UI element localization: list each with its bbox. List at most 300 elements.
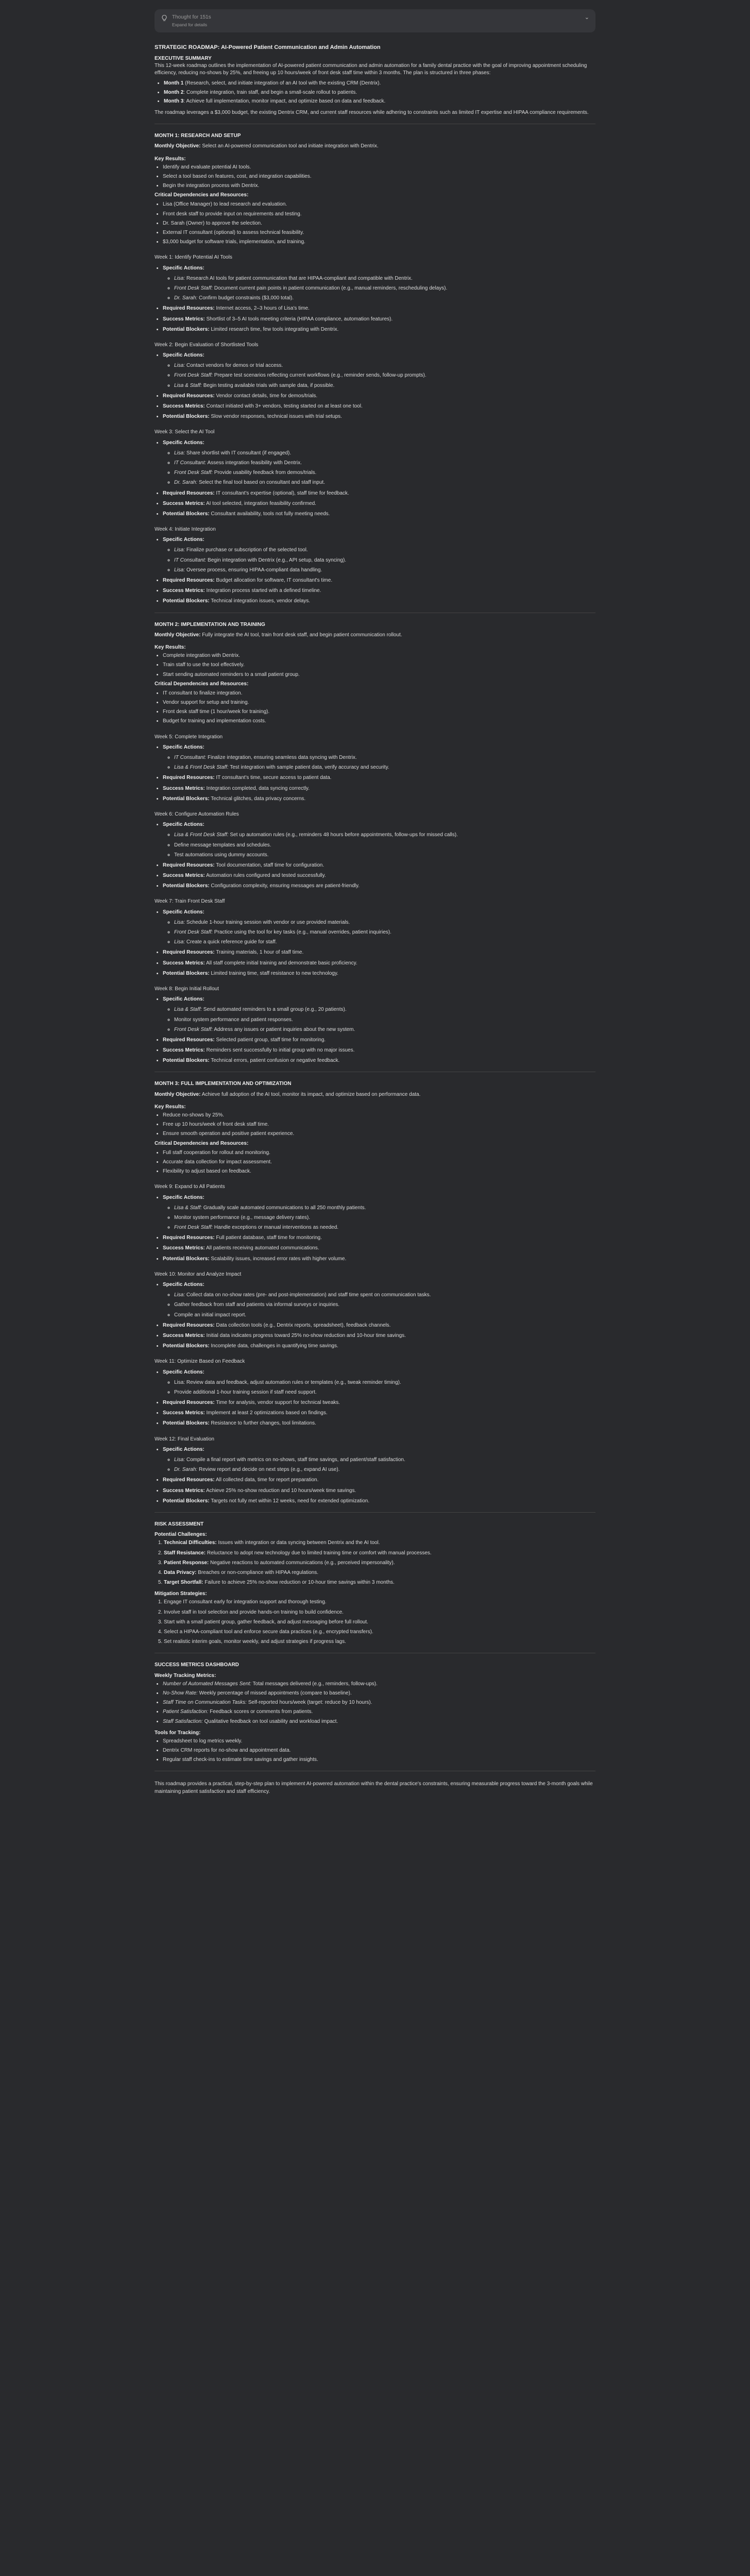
- week-details: [155, 1281, 595, 1350]
- month-objective: Monthly Objective: Select an AI-powered communication tool and initiate integration with Dentrix.: [155, 143, 379, 149]
- week-details: [155, 352, 595, 420]
- thought-title: Thought for 151s: [172, 14, 211, 20]
- specific-actions: [163, 744, 595, 772]
- challenges-label: Potential Challenges:: [155, 1532, 207, 1538]
- overview-list: [155, 80, 595, 105]
- weekly-metric: • No-Show Rate: Weekly percentage of missed appointments (compare to baseline).: [163, 1690, 595, 1697]
- required-resources-label: Required Resources:: [163, 1322, 215, 1328]
- success-metrics: • Success Metrics: All staff complete initial training and demonstrate basic proficiency.: [163, 960, 595, 967]
- weekly-label: Weekly Tracking Metrics:: [155, 1672, 216, 1679]
- action-item: ◦ Front Desk Staff: Document current pain points in patient communication (e.g., manual reminders, rescheduling delays).: [174, 285, 595, 292]
- action-item: ◦ Lisa & Staff: Begin testing available trials with sample data, if possible.: [174, 382, 595, 389]
- action-item: ◦ Lisa: Finalize purchase or subscription of the selected tool.: [174, 547, 595, 554]
- exec-closing: The roadmap leverages a $3,000 budget, the existing Dentrix CRM, and current staff resources while adhering to constraints such as limited IT expertise and HIPAA compliance requirements.: [155, 109, 589, 115]
- actions-list: [163, 919, 595, 946]
- success-metrics-label: Success Metrics:: [163, 1487, 205, 1494]
- thought-subtitle: Expand for details: [172, 22, 208, 28]
- potential-blockers: • Potential Blockers: Technical errors, patient confusion or negative feedback.: [163, 1057, 595, 1064]
- overview-item-label: Month 2: [164, 89, 184, 95]
- week-section: [155, 1271, 595, 1350]
- week-title: Week 2: Begin Evaluation of Shortlisted Tools: [155, 342, 259, 348]
- objective-label: Monthly Objective:: [155, 632, 201, 638]
- months-container: [155, 124, 595, 1505]
- week-section: [155, 898, 595, 977]
- key-result: • Identify and evaluate potential AI tools.: [163, 164, 595, 171]
- action-item: ◦ Front Desk Staff: Address any issues or patient inquiries about the new system.: [174, 1026, 595, 1033]
- deps-label: [155, 1140, 595, 1147]
- mitigation-item: 1. Engage IT consultant early for integration support and thorough testing.: [164, 1599, 595, 1606]
- overview-item-label: Month 3: [164, 98, 184, 104]
- specific-actions-label: Specific Actions:: [163, 744, 204, 750]
- risk-heading: RISK ASSESSMENT: [155, 1521, 204, 1527]
- week-title: Week 3: Select the AI Tool: [155, 429, 215, 435]
- dependency: • Front desk staff to provide input on requirements and testing.: [163, 211, 595, 218]
- action-item: ◦ Front Desk Staff: Prepare test scenarios reflecting current workflows (e.g., reminder sends, follow-up prompts).: [174, 372, 595, 379]
- week-details: [155, 821, 595, 890]
- success-metrics-label: Success Metrics:: [163, 1047, 205, 1054]
- potential-blockers: • Potential Blockers: Scalability issues, increased error rates with higher volume.: [163, 1256, 595, 1263]
- mitigation-item: 3. Start with a small patient group, gather feedback, and adjust messaging before full rollout.: [164, 1619, 595, 1626]
- potential-blockers: • Potential Blockers: Limited training time, staff resistance to new technology.: [163, 970, 595, 977]
- week-section: [155, 254, 595, 333]
- challenge-item-label: Data Privacy:: [164, 1569, 197, 1575]
- potential-blockers-label: Potential Blockers:: [163, 1343, 210, 1349]
- actions-list: [163, 832, 595, 859]
- specific-actions: [163, 352, 595, 389]
- required-resources: • Required Resources: Full patient database, staff time for monitoring.: [163, 1234, 595, 1242]
- dependency: • External IT consultant (optional) to assess technical feasibility.: [163, 229, 595, 236]
- action-item: ◦ Monitor system performance (e.g., message delivery rates).: [174, 1214, 595, 1222]
- action-owner: Lisa:: [174, 919, 185, 925]
- key-result: • Reduce no-shows by 25%.: [163, 1112, 595, 1119]
- required-resources: • Required Resources: Time for analysis, vendor support for technical tweaks.: [163, 1399, 595, 1406]
- success-metrics-label: Success Metrics:: [163, 316, 205, 322]
- required-resources-label: Required Resources:: [163, 1477, 215, 1483]
- challenge-item-label: Technical Difficulties:: [164, 1540, 217, 1546]
- success-metrics-label: Success Metrics:: [163, 403, 205, 410]
- success-metrics: • Success Metrics: Integration process started with a defined timeline.: [163, 587, 595, 595]
- key-result: • Train staff to use the tool effectively.: [163, 662, 595, 669]
- action-owner: Dr. Sarah:: [174, 1467, 198, 1473]
- challenge-item-label: Target Shortfall:: [164, 1580, 203, 1586]
- dependency: • Accurate data collection for impact assessment.: [163, 1159, 595, 1166]
- month-heading: MONTH 2: IMPLEMENTATION AND TRAINING: [155, 621, 265, 628]
- actions-list: [163, 547, 595, 574]
- potential-blockers: • Potential Blockers: Incomplete data, challenges in quantifying time savings.: [163, 1343, 595, 1350]
- week-details: [155, 1369, 595, 1428]
- overview-item: • Month 2: Complete integration, train staff, and begin a small-scale rollout to patients.: [164, 89, 595, 96]
- tools-list: [155, 1738, 595, 1764]
- week-details: [155, 1194, 595, 1263]
- potential-blockers-label: Potential Blockers:: [163, 1498, 210, 1504]
- potential-blockers-label: Potential Blockers:: [163, 795, 210, 802]
- actions-list: [163, 1205, 595, 1232]
- deps-label: [155, 192, 595, 199]
- action-owner: IT Consultant:: [174, 557, 207, 563]
- tool-item: • Spreadsheet to log metrics weekly.: [163, 1738, 595, 1745]
- action-owner: Lisa:: [174, 275, 185, 281]
- required-resources-label: Required Resources:: [163, 393, 215, 399]
- week-section: [155, 734, 595, 803]
- action-item: ◦ Lisa & Staff: Send automated reminders to a small group (e.g., 20 patients).: [174, 1006, 595, 1013]
- action-item: ◦ Lisa: Share shortlist with IT consultant (if engaged).: [174, 450, 595, 457]
- week-details: [155, 996, 595, 1064]
- potential-blockers-label: Potential Blockers:: [163, 883, 210, 889]
- success-metrics-label: Success Metrics:: [163, 785, 205, 791]
- week-title: Week 7: Train Front Desk Staff: [155, 899, 225, 905]
- weekly-metric-label: Staff Time on Communication Tasks:: [163, 1700, 247, 1706]
- required-resources: • Required Resources: Vendor contact details, time for demos/trials.: [163, 393, 595, 400]
- closing-paragraph: This roadmap provides a practical, step-by-step plan to implement AI-powered automation within the dental practice's constraints, ensuring measurable progress toward the 3-month goals while maintaining patient satisfaction and staff efficiency.: [155, 1781, 593, 1794]
- success-metrics: • Success Metrics: Automation rules configured and tested successfully.: [163, 872, 595, 879]
- key-result: • Free up 10 hours/week of front desk staff time.: [163, 1121, 595, 1128]
- week-title: Week 11: Optimize Based on Feedback: [155, 1359, 245, 1365]
- dependency: • $3,000 budget for software trials, implementation, and training.: [163, 239, 595, 246]
- action-owner: Lisa & Staff:: [174, 382, 202, 388]
- weekly-metric: • Patient Satisfaction: Feedback scores or comments from patients.: [163, 1708, 595, 1716]
- challenge-item-label: Staff Resistance:: [164, 1550, 206, 1556]
- action-owner: Lisa & Staff:: [174, 1007, 202, 1013]
- required-resources-label: Required Resources:: [163, 1235, 215, 1241]
- success-metrics-label: Success Metrics:: [163, 1410, 205, 1416]
- actions-list: [163, 275, 595, 302]
- action-owner: IT Consultant:: [174, 755, 207, 761]
- divider: [155, 1512, 595, 1513]
- action-owner: Front Desk Staff:: [174, 470, 213, 476]
- dependency: • Budget for training and implementation costs.: [163, 718, 595, 725]
- action-item: ◦ Front Desk Staff: Practice using the tool for key tasks (e.g., manual overrides, patient inquiries).: [174, 929, 595, 936]
- challenge-item: 5. Target Shortfall: Failure to achieve 25% no-show reduction or 10-hour time savings within 3 months.: [164, 1579, 595, 1586]
- success-metrics-label: Success Metrics:: [163, 1245, 205, 1251]
- actions-list: [163, 754, 595, 771]
- action-item: ◦ Lisa: Compile a final report with metrics on no-shows, staff time savings, and patient/staff satisfaction.: [174, 1456, 595, 1464]
- challenge-item-label: Patient Response:: [164, 1560, 209, 1566]
- key-result: • Begin the integration process with Dentrix.: [163, 182, 595, 190]
- exec-paragraph: This 12-week roadmap outlines the implementation of AI-powered patient communication and admin automation for a family dental practice with the goal of improving appointment scheduling efficiency, reducing no-shows by 25%, and freeing up 10 hours/week of front desk staff time within 3 months. The plan is structured in three phases:: [155, 63, 587, 76]
- potential-blockers-label: Potential Blockers:: [163, 511, 210, 517]
- success-metrics-label: Success Metrics:: [163, 960, 205, 966]
- action-item: ◦ Lisa: Research AI tools for patient communication that are HIPAA-compliant and compatible with Dentrix.: [174, 275, 595, 282]
- dependency: • Front desk staff time (1 hour/week for training).: [163, 708, 595, 716]
- specific-actions-label: Specific Actions:: [163, 537, 204, 543]
- week-details: [155, 536, 595, 605]
- potential-blockers: • Potential Blockers: Resistance to further changes, tool limitations.: [163, 1420, 595, 1427]
- action-item: ◦ IT Consultant: Begin integration with Dentrix (e.g., API setup, data syncing).: [174, 557, 595, 564]
- week-section: [155, 986, 595, 1065]
- challenge-item: 3. Patient Response: Negative reactions to automated communications (e.g., perceived impersonality).: [164, 1560, 595, 1567]
- weekly-metric-label: Number of Automated Messages Sent:: [163, 1681, 251, 1687]
- action-item: ◦ Lisa & Staff: Gradually scale automated communications to all 250 monthly patients.: [174, 1205, 595, 1212]
- action-owner: Dr. Sarah:: [174, 295, 198, 301]
- action-owner: Lisa:: [174, 547, 185, 553]
- action-item: ◦ Front Desk Staff: Handle exceptions or manual interventions as needed.: [174, 1224, 595, 1231]
- key-results-label: Key Results:: [155, 1104, 186, 1110]
- deps-label-text: Critical Dependencies and Resources:: [155, 1140, 249, 1146]
- overview-item: • Month 3: Achieve full implementation, monitor impact, and optimize based on data and feedback.: [164, 98, 595, 105]
- actions-list: [163, 1379, 595, 1396]
- weekly-metric-label: Staff Satisfaction:: [163, 1718, 203, 1724]
- action-owner: Front Desk Staff:: [174, 285, 213, 291]
- specific-actions: [163, 265, 595, 302]
- weekly-metric: • Staff Satisfaction: Qualitative feedback on tool usability and workload impact.: [163, 1718, 595, 1725]
- required-resources-label: Required Resources:: [163, 578, 215, 584]
- actions-list: [163, 1006, 595, 1033]
- objective-label: Monthly Objective:: [155, 143, 201, 149]
- required-resources: • Required Resources: Internet access, 2–3 hours of Lisa's time.: [163, 305, 595, 312]
- deps-label: [155, 681, 595, 688]
- challenge-item: 2. Staff Resistance: Reluctance to adopt new technology due to limited training time or comfort with manual processes.: [164, 1550, 595, 1557]
- action-item: ◦ Lisa & Front Desk Staff: Set up automation rules (e.g., reminders 48 hours before appointments, follow-ups for missed calls).: [174, 832, 595, 839]
- deps-label-text: Critical Dependencies and Resources:: [155, 681, 249, 687]
- action-item: ◦ Lisa: Schedule 1-hour training session with vendor or use provided materials.: [174, 919, 595, 926]
- chevron-down-icon[interactable]: ⌄: [584, 14, 589, 21]
- thought-panel[interactable]: [155, 9, 595, 32]
- potential-blockers-label: Potential Blockers:: [163, 326, 210, 332]
- dependency: • Full staff cooperation for rollout and monitoring.: [163, 1149, 595, 1157]
- weekly-metric-label: Patient Satisfaction:: [163, 1709, 209, 1715]
- dependency: • Dr. Sarah (Owner) to approve the selection.: [163, 220, 595, 227]
- potential-blockers: • Potential Blockers: Targets not fully met within 12 weeks, need for extended optimization.: [163, 1498, 595, 1505]
- success-metrics-label: Success Metrics:: [163, 500, 205, 506]
- action-owner: Dr. Sarah:: [174, 480, 198, 486]
- required-resources: • Required Resources: Budget allocation for software, IT consultant's time.: [163, 577, 595, 584]
- required-resources-label: Required Resources:: [163, 1400, 215, 1406]
- success-metrics: • Success Metrics: AI tool selected, integration feasibility confirmed.: [163, 500, 595, 507]
- dependency: • Lisa (Office Manager) to lead research and evaluation.: [163, 201, 595, 208]
- potential-blockers-label: Potential Blockers:: [163, 414, 210, 420]
- potential-blockers-label: Potential Blockers:: [163, 1058, 210, 1064]
- required-resources: • Required Resources: Selected patient group, staff time for monitoring.: [163, 1037, 595, 1044]
- required-resources: • Required Resources: IT consultant's time, secure access to patient data.: [163, 774, 595, 782]
- specific-actions: [163, 1369, 595, 1397]
- key-result: • Complete integration with Dentrix.: [163, 652, 595, 659]
- key-results-label: Key Results:: [155, 156, 186, 162]
- required-resources: • Required Resources: Data collection tools (e.g., Dentrix reports, spreadsheet), feedback channels.: [163, 1322, 595, 1329]
- week-title: Week 8: Begin Initial Rollout: [155, 986, 219, 992]
- deps-label-text: Critical Dependencies and Resources:: [155, 192, 249, 198]
- doc-title: STRATEGIC ROADMAP: AI-Powered Patient Communication and Admin Automation: [155, 44, 381, 51]
- required-resources-label: Required Resources:: [163, 862, 215, 868]
- week-section: [155, 811, 595, 890]
- action-item: ◦ Lisa: Contact vendors for demos or trial access.: [174, 362, 595, 369]
- action-owner: Lisa & Front Desk Staff:: [174, 765, 229, 771]
- month-objective: Monthly Objective: Fully integrate the AI tool, train front desk staff, and begin patient communication rollout.: [155, 632, 402, 638]
- action-owner: Front Desk Staff:: [174, 1225, 213, 1231]
- success-metrics-label: Success Metrics:: [163, 588, 205, 594]
- dependency: • Flexibility to adjust based on feedback.: [163, 1168, 595, 1175]
- success-metrics: • Success Metrics: Shortlist of 3–5 AI tools meeting criteria (HIPAA compliance, automation features).: [163, 316, 595, 323]
- action-item: ◦ Lisa: Oversee process, ensuring HIPAA-compliant data handling.: [174, 567, 595, 574]
- potential-blockers: • Potential Blockers: Configuration complexity, ensuring messages are patient-friendly.: [163, 883, 595, 890]
- lightbulb-icon: [161, 14, 168, 22]
- potential-blockers-label: Potential Blockers:: [163, 598, 210, 604]
- required-resources: • Required Resources: All collected data, time for report preparation.: [163, 1477, 595, 1484]
- action-item: ◦ Lisa: Create a quick reference guide for staff.: [174, 939, 595, 946]
- action-owner: Lisa:: [174, 1292, 185, 1298]
- key-result: • Ensure smooth operation and positive patient experience.: [163, 1130, 595, 1138]
- potential-blockers: • Potential Blockers: Technical integration issues, vendor delays.: [163, 598, 595, 605]
- week-section: [155, 526, 595, 605]
- week-section: [155, 429, 595, 518]
- key-results-list: [155, 1112, 595, 1175]
- specific-actions-label: Specific Actions:: [163, 352, 204, 359]
- actions-list: [163, 1292, 595, 1319]
- potential-blockers-label: Potential Blockers:: [163, 1420, 210, 1427]
- action-item: ◦ Lisa: Review data and feedback, adjust automation rules or templates (e.g., tweak reminder timing).: [174, 1379, 595, 1386]
- challenges-list: [155, 1539, 595, 1586]
- success-metrics: • Success Metrics: Contact initiated with 3+ vendors, testing started on at least one tool.: [163, 403, 595, 410]
- action-item: ◦ Gather feedback from staff and patients via informal surveys or inquiries.: [174, 1301, 595, 1309]
- action-item: ◦ Dr. Sarah: Confirm budget constraints ($3,000 total).: [174, 295, 595, 302]
- month-heading: MONTH 1: RESEARCH AND SETUP: [155, 133, 241, 139]
- key-results-label: Key Results:: [155, 644, 186, 650]
- week-title: Week 6: Configure Automation Rules: [155, 811, 239, 817]
- specific-actions: [163, 439, 595, 487]
- success-metrics: • Success Metrics: Initial data indicates progress toward 25% no-show reduction and 10-hour time savings.: [163, 1332, 595, 1340]
- specific-actions: [163, 1281, 595, 1319]
- action-owner: Lisa:: [174, 567, 185, 573]
- tools-label: Tools for Tracking:: [155, 1730, 201, 1736]
- specific-actions: [163, 909, 595, 946]
- success-metrics: • Success Metrics: Achieve 25% no-show reduction and 10 hours/week time savings.: [163, 1487, 595, 1495]
- tool-item: • Regular staff check-ins to estimate time savings and gather insights.: [163, 1756, 595, 1764]
- specific-actions-label: Specific Actions:: [163, 909, 204, 915]
- week-section: [155, 1183, 595, 1263]
- week-title: Week 12: Final Evaluation: [155, 1436, 214, 1442]
- week-details: [155, 439, 595, 518]
- mitigation-list: [155, 1599, 595, 1646]
- actions-list: [163, 1456, 595, 1473]
- specific-actions: [163, 821, 595, 859]
- action-owner: Front Desk Staff:: [174, 929, 213, 936]
- action-item: ◦ Lisa & Front Desk Staff: Test integration with sample patient data, verify accuracy and security.: [174, 764, 595, 771]
- specific-actions-label: Specific Actions:: [163, 1282, 204, 1288]
- weekly-metric: • Number of Automated Messages Sent: Total messages delivered (e.g., reminders, follow-ups).: [163, 1681, 595, 1688]
- week-section: [155, 1358, 595, 1427]
- potential-blockers: • Potential Blockers: Slow vendor responses, technical issues with trial setups.: [163, 413, 595, 420]
- action-item: ◦ Test automations using dummy accounts.: [174, 852, 595, 859]
- actions-list: [163, 450, 595, 487]
- specific-actions: [163, 996, 595, 1033]
- action-owner: IT Consultant:: [174, 460, 207, 466]
- dashboard-heading: SUCCESS METRICS DASHBOARD: [155, 1662, 239, 1668]
- challenge-item: 1. Technical Difficulties: Issues with integration or data syncing between Dentrix and the AI tool.: [164, 1539, 595, 1547]
- specific-actions: [163, 536, 595, 574]
- key-result: • Select a tool based on features, cost, and integration capabilities.: [163, 173, 595, 180]
- week-details: [155, 909, 595, 977]
- action-owner: Lisa & Staff:: [174, 1205, 202, 1211]
- action-owner: Lisa:: [174, 450, 185, 456]
- potential-blockers: • Potential Blockers: Limited research time, few tools integrating with Dentrix.: [163, 326, 595, 333]
- specific-actions-label: Specific Actions:: [163, 439, 204, 446]
- potential-blockers-label: Potential Blockers:: [163, 1256, 210, 1262]
- required-resources-label: Required Resources:: [163, 306, 215, 312]
- specific-actions-label: Specific Actions:: [163, 1194, 204, 1200]
- week-details: [155, 265, 595, 333]
- dependency: • Vendor support for setup and training.: [163, 699, 595, 706]
- action-item: ◦ Compile an initial impact report.: [174, 1312, 595, 1319]
- weekly-metric: • Staff Time on Communication Tasks: Self-reported hours/week (target: reduce by 10 hours).: [163, 1699, 595, 1706]
- potential-blockers: • Potential Blockers: Consultant availability, tools not fully meeting needs.: [163, 511, 595, 518]
- key-results-list: [155, 164, 595, 246]
- action-item: ◦ IT Consultant: Assess integration feasibility with Dentrix.: [174, 460, 595, 467]
- week-title: Week 4: Initiate Integration: [155, 527, 216, 533]
- tool-item: • Dentrix CRM reports for no-show and appointment data.: [163, 1747, 595, 1754]
- month-heading: MONTH 3: FULL IMPLEMENTATION AND OPTIMIZATION: [155, 1081, 292, 1087]
- mitigation-item: 5. Set realistic interim goals, monitor weekly, and adjust strategies if progress lags.: [164, 1638, 595, 1646]
- mitigation-item: 2. Involve staff in tool selection and provide hands-on training to build confidence.: [164, 1609, 595, 1616]
- required-resources: • Required Resources: Training materials, 1 hour of staff time.: [163, 949, 595, 956]
- weekly-metrics-list: [155, 1681, 595, 1725]
- week-title: Week 10: Monitor and Analyze Impact: [155, 1271, 242, 1277]
- success-metrics-label: Success Metrics:: [163, 873, 205, 879]
- action-item: ◦ IT Consultant: Finalize integration, ensuring seamless data syncing with Dentrix.: [174, 754, 595, 761]
- week-details: [155, 1446, 595, 1505]
- key-results-list: [155, 652, 595, 725]
- week-section: [155, 342, 595, 421]
- specific-actions-label: Specific Actions:: [163, 265, 204, 271]
- action-item: ◦ Define message templates and schedules.: [174, 842, 595, 849]
- success-metrics: • Success Metrics: All patients receiving automated communications.: [163, 1245, 595, 1252]
- action-item: ◦ Dr. Sarah: Review report and decide on next steps (e.g., expand AI use).: [174, 1466, 595, 1473]
- action-item: ◦ Lisa: Collect data on no-show rates (pre- and post-implementation) and staff time spent on communication tasks.: [174, 1292, 595, 1299]
- action-item: ◦ Dr. Sarah: Select the final tool based on consultant and staff input.: [174, 479, 595, 486]
- required-resources-label: Required Resources:: [163, 775, 215, 781]
- required-resources: • Required Resources: IT consultant's expertise (optional), staff time for feedback.: [163, 490, 595, 497]
- specific-actions-label: Specific Actions:: [163, 1369, 204, 1375]
- key-result: • Start sending automated reminders to a small patient group.: [163, 671, 595, 679]
- action-item: ◦ Monitor system performance and patient responses.: [174, 1016, 595, 1024]
- potential-blockers: • Potential Blockers: Technical glitches, data privacy concerns.: [163, 795, 595, 803]
- week-details: [155, 744, 595, 803]
- specific-actions-label: Specific Actions:: [163, 1446, 204, 1452]
- action-owner: Lisa & Front Desk Staff:: [174, 832, 229, 838]
- response-content: [155, 9, 595, 1799]
- success-metrics: • Success Metrics: Reminders sent successfully to initial group with no major issues.: [163, 1047, 595, 1054]
- action-item: ◦ Front Desk Staff: Provide usability feedback from demos/trials.: [174, 469, 595, 477]
- weekly-metric-label: No-Show Rate:: [163, 1690, 198, 1696]
- specific-actions: [163, 1446, 595, 1474]
- specific-actions-label: Specific Actions:: [163, 822, 204, 828]
- month-objective: Monthly Objective: Achieve full adoption of the AI tool, monitor its impact, and optimize based on performance data.: [155, 1091, 421, 1097]
- exec-heading: EXECUTIVE SUMMARY: [155, 55, 212, 61]
- actions-list: [163, 362, 595, 389]
- required-resources-label: Required Resources:: [163, 490, 215, 496]
- week-title: Week 1: Identify Potential AI Tools: [155, 255, 232, 261]
- objective-label: Monthly Objective:: [155, 1091, 201, 1097]
- specific-actions-label: Specific Actions:: [163, 996, 204, 1003]
- week-section: [155, 1436, 595, 1505]
- required-resources-label: Required Resources:: [163, 1037, 215, 1043]
- success-metrics: • Success Metrics: Integration completed, data syncing correctly.: [163, 785, 595, 792]
- success-metrics: • Success Metrics: Implement at least 2 optimizations based on findings.: [163, 1410, 595, 1417]
- action-owner: Lisa:: [174, 1457, 185, 1463]
- potential-blockers-label: Potential Blockers:: [163, 970, 210, 976]
- mitigation-label: Mitigation Strategies:: [155, 1591, 207, 1597]
- specific-actions: [163, 1194, 595, 1232]
- overview-item: • Month 1 (Research, select, and initiate integration of an AI tool with the existing CRM (Dentrix).: [164, 80, 595, 87]
- required-resources-label: Required Resources:: [163, 950, 215, 956]
- action-owner: Front Desk Staff:: [174, 1026, 213, 1032]
- mitigation-item: 4. Select a HIPAA-compliant tool and enforce secure data practices (e.g., encrypted transfers).: [164, 1629, 595, 1636]
- challenge-item: 4. Data Privacy: Breaches or non-compliance with HIPAA regulations.: [164, 1569, 595, 1577]
- week-title: Week 9: Expand to All Patients: [155, 1184, 225, 1190]
- required-resources: • Required Resources: Tool documentation, staff time for configuration.: [163, 862, 595, 869]
- overview-item-label: Month 1: [164, 80, 184, 87]
- dependency: • IT consultant to finalize integration.: [163, 690, 595, 697]
- action-owner: Lisa:: [174, 363, 185, 369]
- action-item: ◦ Provide additional 1-hour training session if staff need support.: [174, 1389, 595, 1396]
